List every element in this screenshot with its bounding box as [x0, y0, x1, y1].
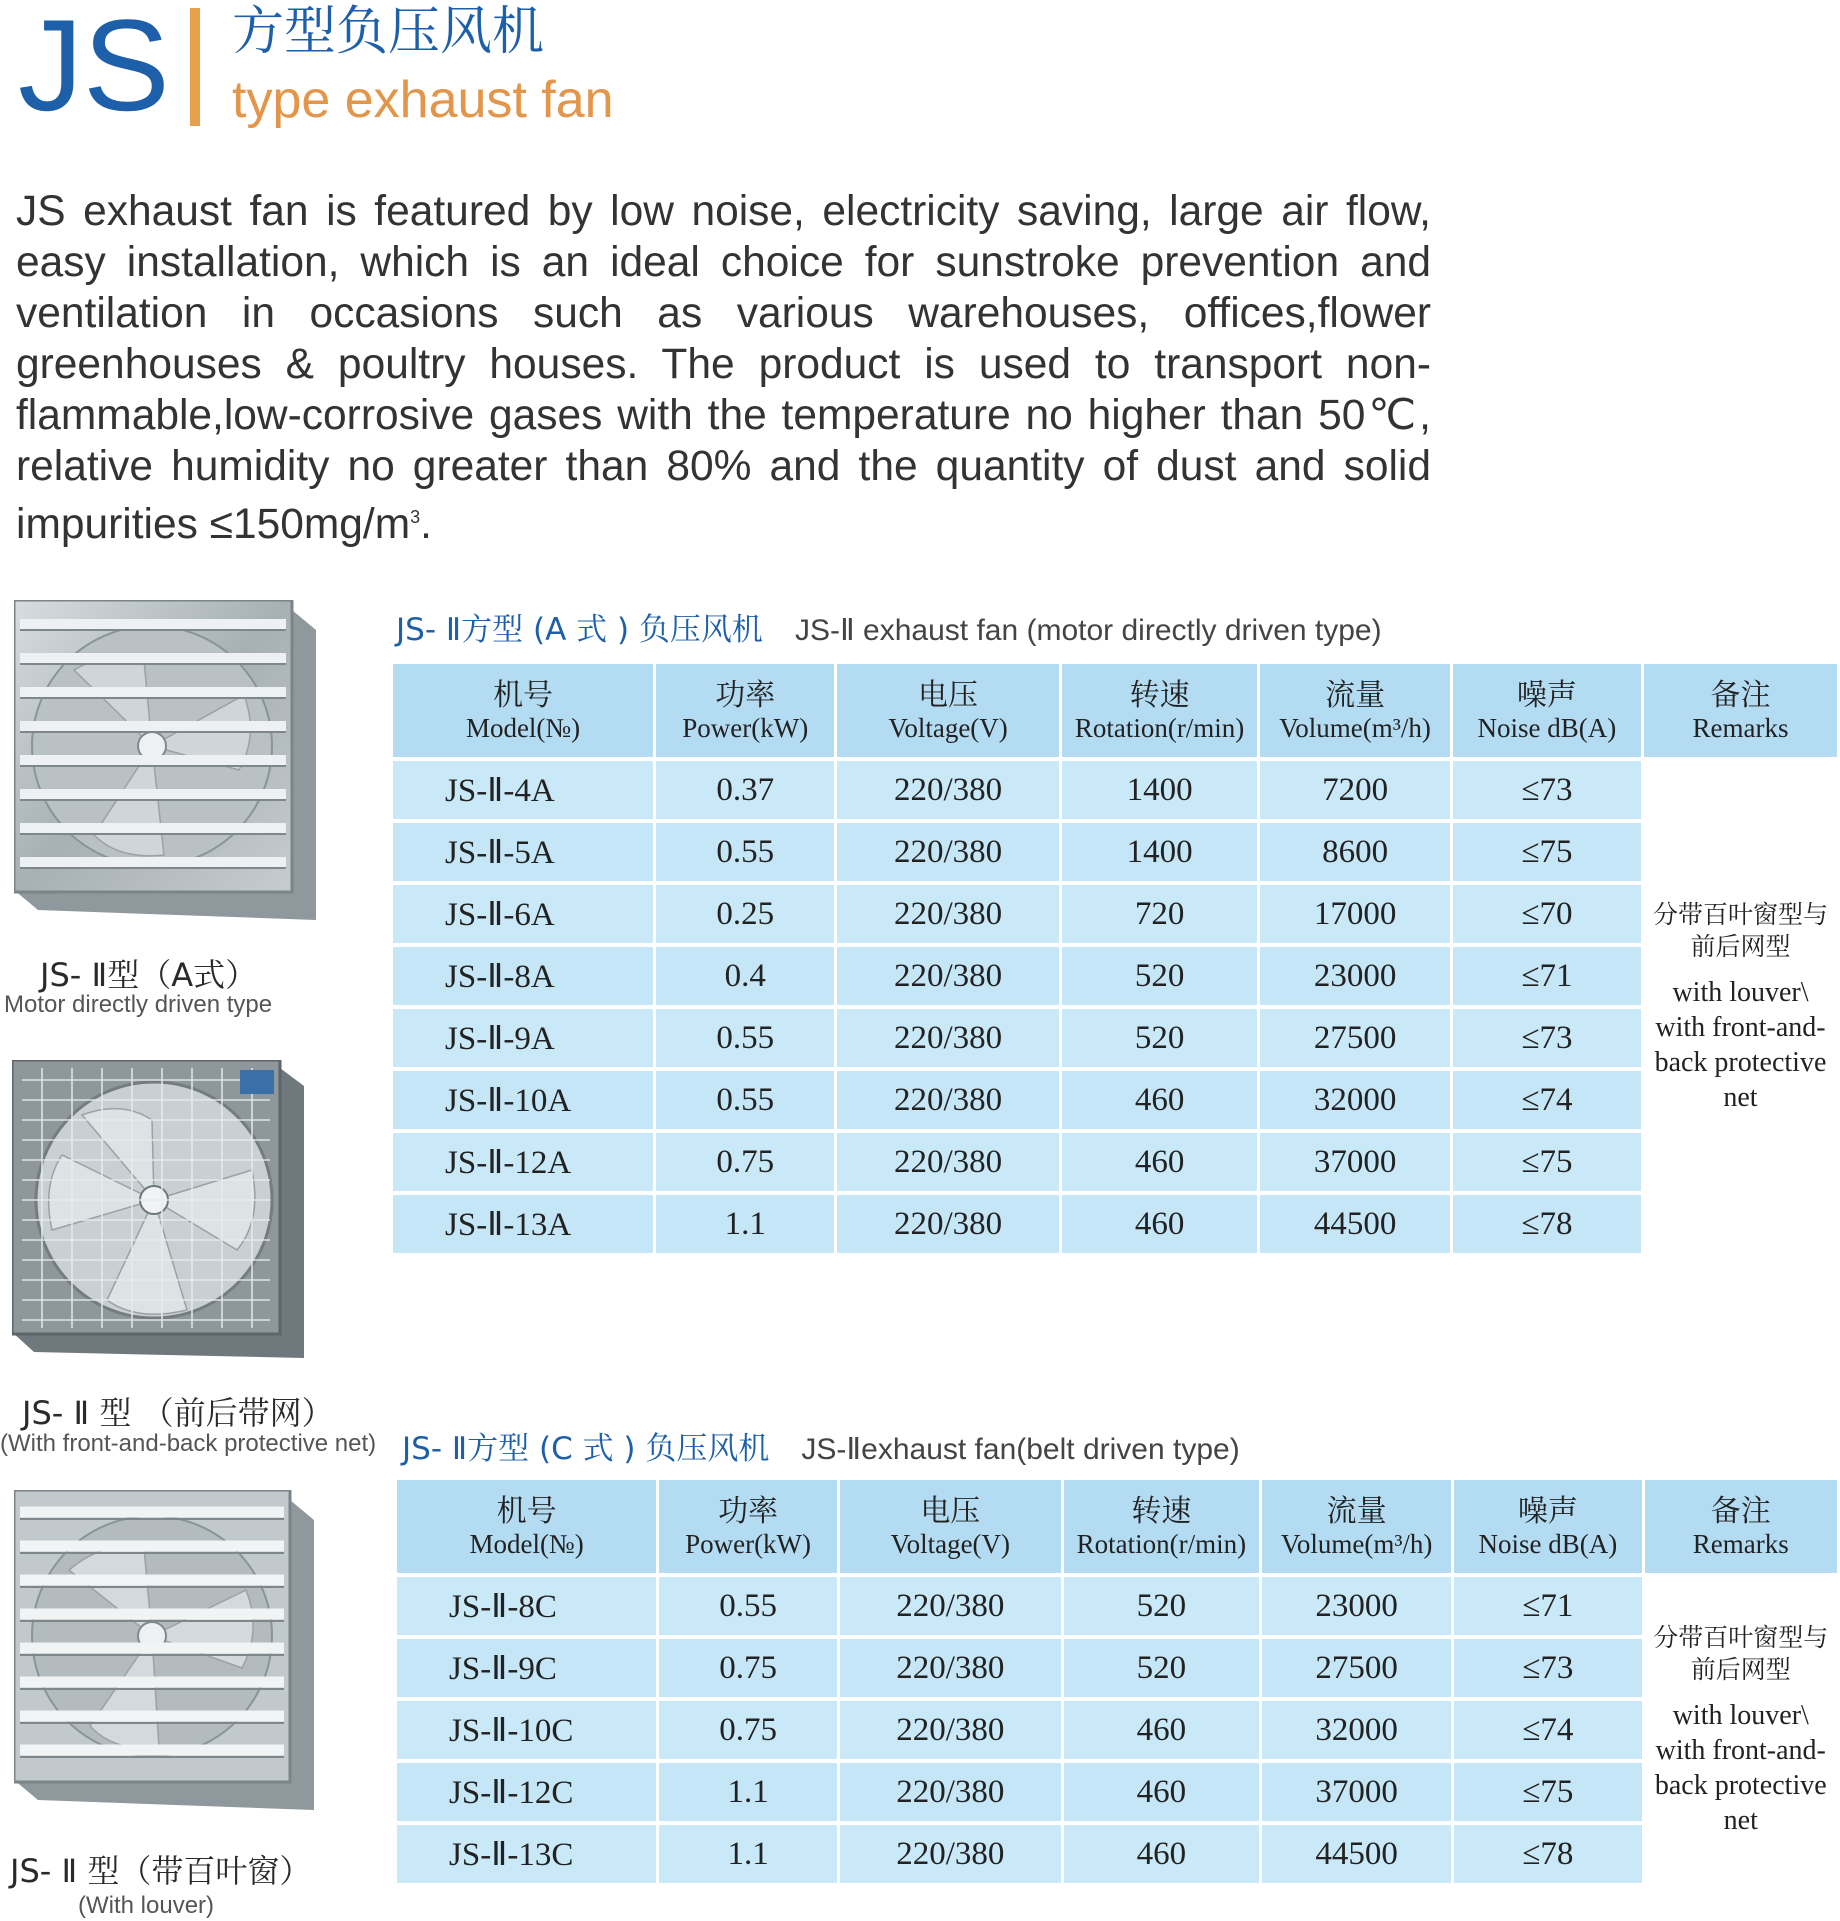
- cell-voltage: 220/380: [837, 1133, 1058, 1191]
- cell-volume: 23000: [1262, 1577, 1451, 1635]
- image-caption-cn-3: JS- Ⅱ 型（带百叶窗）: [10, 1852, 312, 1890]
- header-voltage-en: Voltage(V): [890, 1528, 1011, 1559]
- cell-power: 1.1: [659, 1825, 837, 1883]
- cell-volume: 37000: [1260, 1133, 1449, 1191]
- table-header-row: [397, 1480, 1837, 1573]
- cell-model: JS-Ⅱ-10A: [393, 1071, 653, 1129]
- cell-remarks: [1645, 1577, 1838, 1883]
- header-rotation-cn: 转速: [1129, 677, 1190, 713]
- cell-voltage: 220/380: [840, 1639, 1061, 1697]
- cell-power: 0.75: [656, 1133, 834, 1191]
- cell-noise: ≤78: [1453, 1195, 1641, 1253]
- cell-remarks: [1644, 761, 1837, 1253]
- cell-model: JS-Ⅱ-4A: [393, 761, 653, 819]
- table-row: [393, 1071, 1837, 1129]
- table-row: [397, 1639, 1837, 1697]
- header-volume-en: Volume(m³/h): [1279, 712, 1431, 743]
- cell-power: 0.75: [659, 1639, 837, 1697]
- cell-model: JS-Ⅱ-12C: [397, 1763, 656, 1821]
- table-row: [393, 1195, 1837, 1253]
- header-model-en: Model(№): [469, 1528, 584, 1559]
- table-row: [393, 885, 1837, 943]
- image-caption-en-2: (With front-and-back protective net): [0, 1430, 377, 1457]
- table-row: [393, 761, 1837, 819]
- header-model-cn: 机号: [496, 1493, 557, 1529]
- cell-model: JS-Ⅱ-9A: [393, 1009, 653, 1067]
- logo-divider: [190, 8, 200, 126]
- cell-rotation: 460: [1064, 1763, 1259, 1821]
- page-title-cn: 方型负压风机: [232, 2, 545, 62]
- header-rotation-en: Rotation(r/min): [1074, 712, 1245, 743]
- header-noise-cn: 噪声: [1516, 677, 1577, 713]
- remarks-en: with louver\ with front-and-back protective net: [1654, 977, 1827, 1113]
- cell-model: JS-Ⅱ-8C: [397, 1577, 656, 1635]
- remarks-cn: 分带百叶窗型与前后网型: [1652, 900, 1828, 961]
- header-volume: [1260, 664, 1449, 757]
- header-remarks-en: Remarks: [1692, 1528, 1789, 1559]
- image-caption-cn-2: JS- Ⅱ 型 （前后带网）: [22, 1394, 334, 1432]
- table-c-title: [402, 1423, 1240, 1468]
- table-row: [393, 823, 1837, 881]
- cell-noise: ≤71: [1454, 1577, 1641, 1635]
- cell-model: JS-Ⅱ-12A: [393, 1133, 653, 1191]
- description-end: .: [420, 501, 432, 549]
- cell-noise: ≤74: [1453, 1071, 1641, 1129]
- cell-power: 0.37: [656, 761, 834, 819]
- table-c-title-cn: JS- Ⅱ方型 (C 式 ) 负压风机: [402, 1431, 770, 1467]
- cell-volume: 27500: [1260, 1009, 1449, 1067]
- header-rotation: [1064, 1480, 1259, 1573]
- cell-power: 0.55: [656, 823, 834, 881]
- cell-voltage: 220/380: [837, 823, 1058, 881]
- cell-rotation: 1400: [1062, 823, 1258, 881]
- cell-noise: ≤78: [1454, 1825, 1641, 1883]
- cell-volume: 32000: [1260, 1071, 1449, 1129]
- cell-noise: ≤75: [1453, 823, 1641, 881]
- cell-noise: ≤73: [1453, 761, 1641, 819]
- cell-volume: 37000: [1262, 1763, 1451, 1821]
- header-volume-cn: 流量: [1325, 677, 1386, 713]
- header-volume-en: Volume(m³/h): [1280, 1528, 1433, 1559]
- cell-rotation: 460: [1062, 1133, 1258, 1191]
- header-power-en: Power(kW): [685, 1528, 812, 1559]
- header-noise-en: Noise dB(A): [1478, 1528, 1618, 1559]
- table-row: [393, 1009, 1837, 1067]
- header-voltage: [840, 1480, 1061, 1573]
- cell-rotation: 460: [1062, 1195, 1258, 1253]
- table-row: [397, 1577, 1837, 1635]
- cell-rotation: 460: [1062, 1071, 1258, 1129]
- table-c-title-en: JS-Ⅱexhaust fan(belt driven type): [801, 1433, 1240, 1466]
- table-row: [397, 1701, 1837, 1759]
- header-power-en: Power(kW): [682, 712, 809, 743]
- cell-voltage: 220/380: [840, 1825, 1061, 1883]
- header-rotation: [1062, 664, 1258, 757]
- header-voltage: [837, 664, 1058, 757]
- header-noise-en: Noise dB(A): [1477, 712, 1617, 743]
- header-power-cn: 功率: [715, 677, 776, 713]
- cell-power: 1.1: [659, 1763, 837, 1821]
- cell-volume: 17000: [1260, 885, 1449, 943]
- cell-rotation: 520: [1064, 1639, 1259, 1697]
- cell-noise: ≤74: [1454, 1701, 1641, 1759]
- cell-noise: ≤73: [1454, 1639, 1641, 1697]
- fan-image-louver-a: [14, 600, 316, 920]
- header-power: [659, 1480, 837, 1573]
- cell-voltage: 220/380: [837, 761, 1058, 819]
- cell-rotation: 520: [1062, 1009, 1258, 1067]
- image-caption-cn-1: JS- Ⅱ型（A式）: [40, 956, 258, 994]
- cell-noise: ≤71: [1453, 947, 1641, 1005]
- remarks-cn: 分带百叶窗型与前后网型: [1653, 1623, 1829, 1684]
- cell-rotation: 720: [1062, 885, 1258, 943]
- header-model: [397, 1480, 656, 1573]
- cell-volume: 32000: [1262, 1701, 1451, 1759]
- cell-volume: 23000: [1260, 947, 1449, 1005]
- cell-rotation: 520: [1064, 1577, 1259, 1635]
- cell-voltage: 220/380: [837, 885, 1058, 943]
- cell-model: JS-Ⅱ-13C: [397, 1825, 656, 1883]
- fan-image-net: [12, 1060, 304, 1358]
- header-model-en: Model(№): [465, 712, 581, 743]
- cell-voltage: 220/380: [840, 1577, 1061, 1635]
- header-voltage-cn: 电压: [920, 1493, 981, 1529]
- cell-voltage: 220/380: [840, 1701, 1061, 1759]
- cell-voltage: 220/380: [837, 1071, 1058, 1129]
- table-row: [397, 1825, 1837, 1883]
- cell-model: JS-Ⅱ-6A: [393, 885, 653, 943]
- logo-js: JS: [18, 0, 170, 138]
- table-row: [393, 1133, 1837, 1191]
- cell-model: JS-Ⅱ-5A: [393, 823, 653, 881]
- cell-power: 0.25: [656, 885, 834, 943]
- cell-rotation: 460: [1064, 1701, 1259, 1759]
- cell-power: 0.4: [656, 947, 834, 1005]
- product-description: [16, 186, 1431, 550]
- header-power-cn: 功率: [718, 1493, 779, 1529]
- cell-noise: ≤75: [1454, 1763, 1641, 1821]
- cell-model: JS-Ⅱ-10C: [397, 1701, 656, 1759]
- cell-voltage: 220/380: [837, 1009, 1058, 1067]
- header-remarks-cn: 备注: [1710, 1493, 1771, 1529]
- image-caption-en-3: (With louver): [78, 1892, 215, 1919]
- header-remarks-cn: 备注: [1710, 677, 1771, 713]
- table-row: [393, 947, 1837, 1005]
- description-superscript: 3: [410, 507, 421, 527]
- cell-voltage: 220/380: [837, 947, 1058, 1005]
- header-noise: [1454, 1480, 1641, 1573]
- header-volume: [1262, 1480, 1451, 1573]
- image-caption-en-1: Motor directly driven type: [4, 991, 273, 1018]
- header-power: [656, 664, 834, 757]
- header-voltage-en: Voltage(V): [888, 712, 1008, 743]
- header-rotation-en: Rotation(r/min): [1076, 1528, 1247, 1559]
- table-header-row: [393, 664, 1837, 757]
- cell-model: JS-Ⅱ-9C: [397, 1639, 656, 1697]
- header-volume-cn: 流量: [1326, 1493, 1387, 1529]
- cell-noise: ≤70: [1453, 885, 1641, 943]
- cell-rotation: 460: [1064, 1825, 1259, 1883]
- header-model-cn: 机号: [493, 677, 554, 713]
- fan-image-louver: [14, 1490, 314, 1810]
- cell-noise: ≤73: [1453, 1009, 1641, 1067]
- header-voltage-cn: 电压: [918, 677, 979, 713]
- cell-power: 0.75: [659, 1701, 837, 1759]
- page-title-en: type exhaust fan: [232, 71, 614, 129]
- header-noise: [1453, 664, 1641, 757]
- remarks-en: with louver\ with front-and-back protective net: [1654, 1700, 1827, 1836]
- header-model: [393, 664, 653, 757]
- cell-voltage: 220/380: [840, 1763, 1061, 1821]
- header-noise-cn: 噪声: [1517, 1493, 1578, 1529]
- cell-power: 0.55: [659, 1577, 837, 1635]
- cell-power: 0.55: [656, 1071, 834, 1129]
- cell-power: 1.1: [656, 1195, 834, 1253]
- header-remarks: [1644, 664, 1837, 757]
- cell-volume: 8600: [1260, 823, 1449, 881]
- cell-volume: 44500: [1262, 1825, 1451, 1883]
- spec-table-a: [390, 660, 1840, 1257]
- description-text: JS exhaust fan is featured by low noise, electricity saving, large air flow, easy installation, which is an ideal choice for sunstroke prevention and ventilation in occasions such as various warehouses, offices,flower greenhouses & poultry houses. The product is used to transport non-flammable,low-corrosive gases with the temperature no higher than 50℃, relative humidity no greater than 80% and the quantity of dust and solid impurities ≤150mg/m: [16, 188, 1431, 549]
- cell-rotation: 520: [1062, 947, 1258, 1005]
- spec-table-c: [394, 1476, 1840, 1887]
- cell-volume: 44500: [1260, 1195, 1449, 1253]
- cell-volume: 7200: [1260, 761, 1449, 819]
- table-a-title-cn: JS- Ⅱ方型 (A 式 ) 负压风机: [396, 612, 763, 648]
- header-remarks-en: Remarks: [1692, 712, 1789, 743]
- cell-rotation: 1400: [1062, 761, 1258, 819]
- header-remarks: [1645, 1480, 1838, 1573]
- cell-voltage: 220/380: [837, 1195, 1058, 1253]
- cell-model: JS-Ⅱ-8A: [393, 947, 653, 1005]
- cell-model: JS-Ⅱ-13A: [393, 1195, 653, 1253]
- cell-power: 0.55: [656, 1009, 834, 1067]
- header-rotation-cn: 转速: [1131, 1493, 1192, 1529]
- table-a-title: [396, 604, 1382, 649]
- table-row: [397, 1763, 1837, 1821]
- table-a-title-en: JS-Ⅱ exhaust fan (motor directly driven type): [794, 614, 1382, 647]
- cell-volume: 27500: [1262, 1639, 1451, 1697]
- cell-noise: ≤75: [1453, 1133, 1641, 1191]
